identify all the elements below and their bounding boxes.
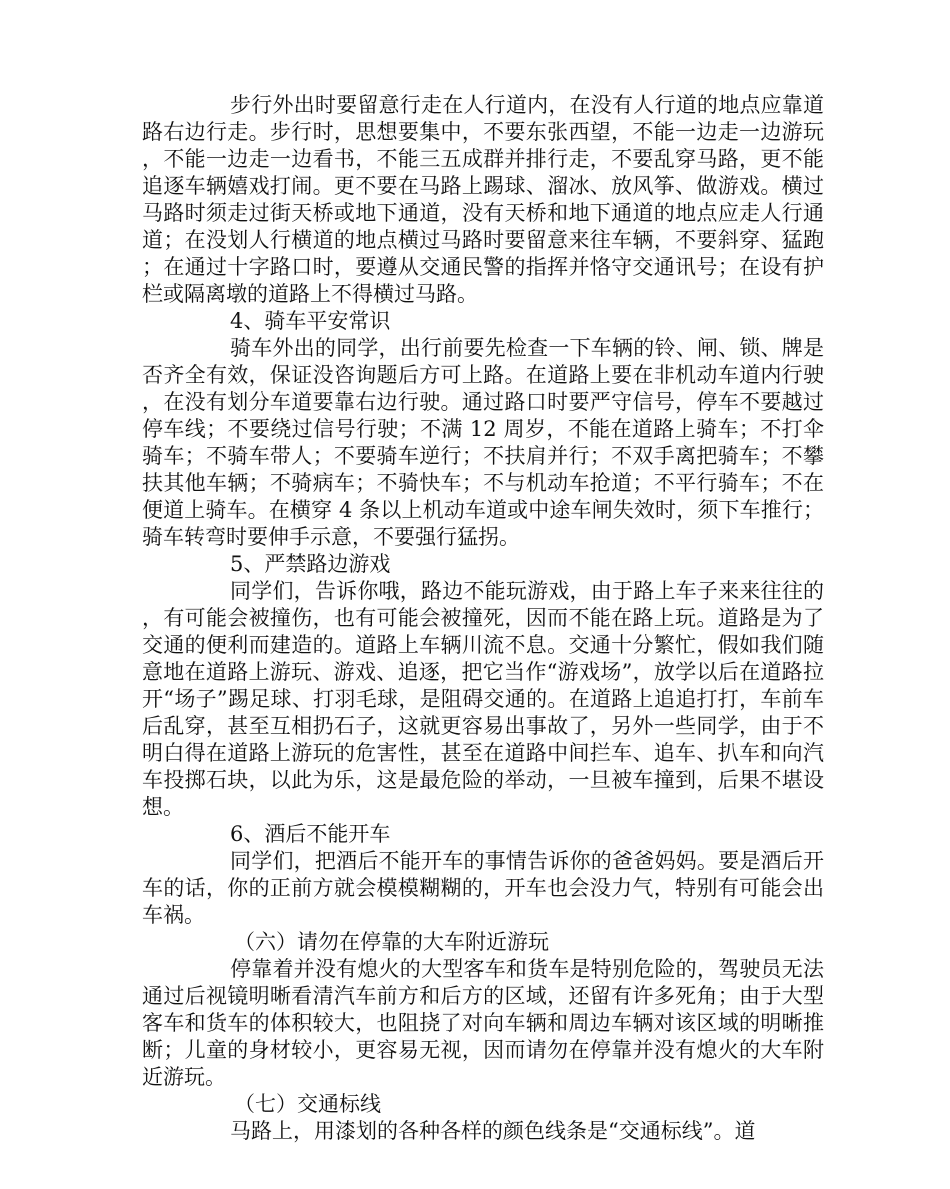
heading-parked-trucks: （六）请勿在停靠的大车附近游玩 [234, 930, 549, 954]
heading-traffic-markings: （七）交通标线 [234, 1092, 381, 1116]
document-page [142, 92, 824, 1145]
paragraph-pedestrian-safety: 步行外出时要留意行走在人行道内，在没有人行道的地点应靠道路右边行走。步行时，思想要集中，不要东张西望，不能一边走一边游玩，不能一边走一边看书，不能三五成群并排行走，不要乱穿马路，更不能追逐车辆嬉戏打闹。更不要在马路上踢球、溜冰、放风筝、做游戏。横过马路时须走过街天桥或地下通道，没有天桥和地下通道的地点应走人行通道；在没划人行横道的地点横过马路时要留意来往车辆，不要斜穿、猛跑；在通过十字路口时，要遵从交通民警的指挥并恪守交通讯号；在设有护栏或隔离墩的道路上不得横过马路。 [142, 93, 824, 306]
heading-no-roadside-games: 5、严禁路边游戏 [230, 552, 391, 576]
paragraph-traffic-markings: 马路上，用漆划的各种各样的颜色线条是“交通标线”。道 [230, 1119, 756, 1143]
heading-cycling-safety: 4、骑车平安常识 [230, 309, 391, 333]
paragraph-parked-trucks: 停靠着并没有熄火的大型客车和货车是特别危险的，驾驶员无法通过后视镜明晰看清汽车前方和后方的区域，还留有许多死角；由于大型客车和货车的体积较大，也阻挠了对向车辆和周边车辆对该区域的明晰推断；儿童的身材较小，更容易无视，因而请勿在停靠并没有熄火的大车附近游玩。 [142, 957, 824, 1089]
paragraph-no-drunk-driving: 同学们，把酒后不能开车的事情告诉你的爸爸妈妈。要是酒后开车的话，你的正前方就会模模糊糊的，开车也会没力气，特别有可能会出车祸。 [142, 849, 824, 927]
paragraph-no-roadside-games: 同学们，告诉你哦，路边不能玩游戏，由于路上车子来来往往的，有可能会被撞伤，也有可能会被撞死，因而不能在路上玩。道路是为了交通的便利而建造的。道路上车辆川流不息。交通十分繁忙，假如我们随意地在道路上游玩、游戏、追逐，把它当作“游戏场”，放学以后在道路拉开“场子”踢足球、打羽毛球，是阻碍交通的。在道路上追追打打，车前车后乱穿，甚至互相扔石子，这就更容易出事故了，另外一些同学，由于不明白得在道路上游玩的危害性，甚至在道路中间拦车、追车、扒车和向汽车投掷石块，以此为乐，这是最危险的举动，一旦被车撞到，后果不堪设想。 [142, 579, 824, 819]
heading-no-drunk-driving: 6、酒后不能开车 [230, 822, 391, 846]
paragraph-cycling-safety: 骑车外出的同学，出行前要先检查一下车辆的铃、闸、锁、牌是否齐全有效，保证没咨询题后方可上路。在道路上要在非机动车道内行驶，在没有划分车道要靠右边行驶。通过路口时要严守信号，停车不要越过停车线；不要绕过信号行驶；不满 12 周岁，不能在道路上骑车；不打伞骑车；不骑车带人；不要骑车逆行；不扶肩并行；不双手离把骑车；不攀扶其他车辆；不骑病车；不骑快车；不与机动车抢道；不平行骑车；不在便道上骑车。在横穿 4 条以上机动车道或中途车闸失效时，须下车推行；骑车转弯时要伸手示意，不要强行猛拐。 [142, 336, 824, 549]
